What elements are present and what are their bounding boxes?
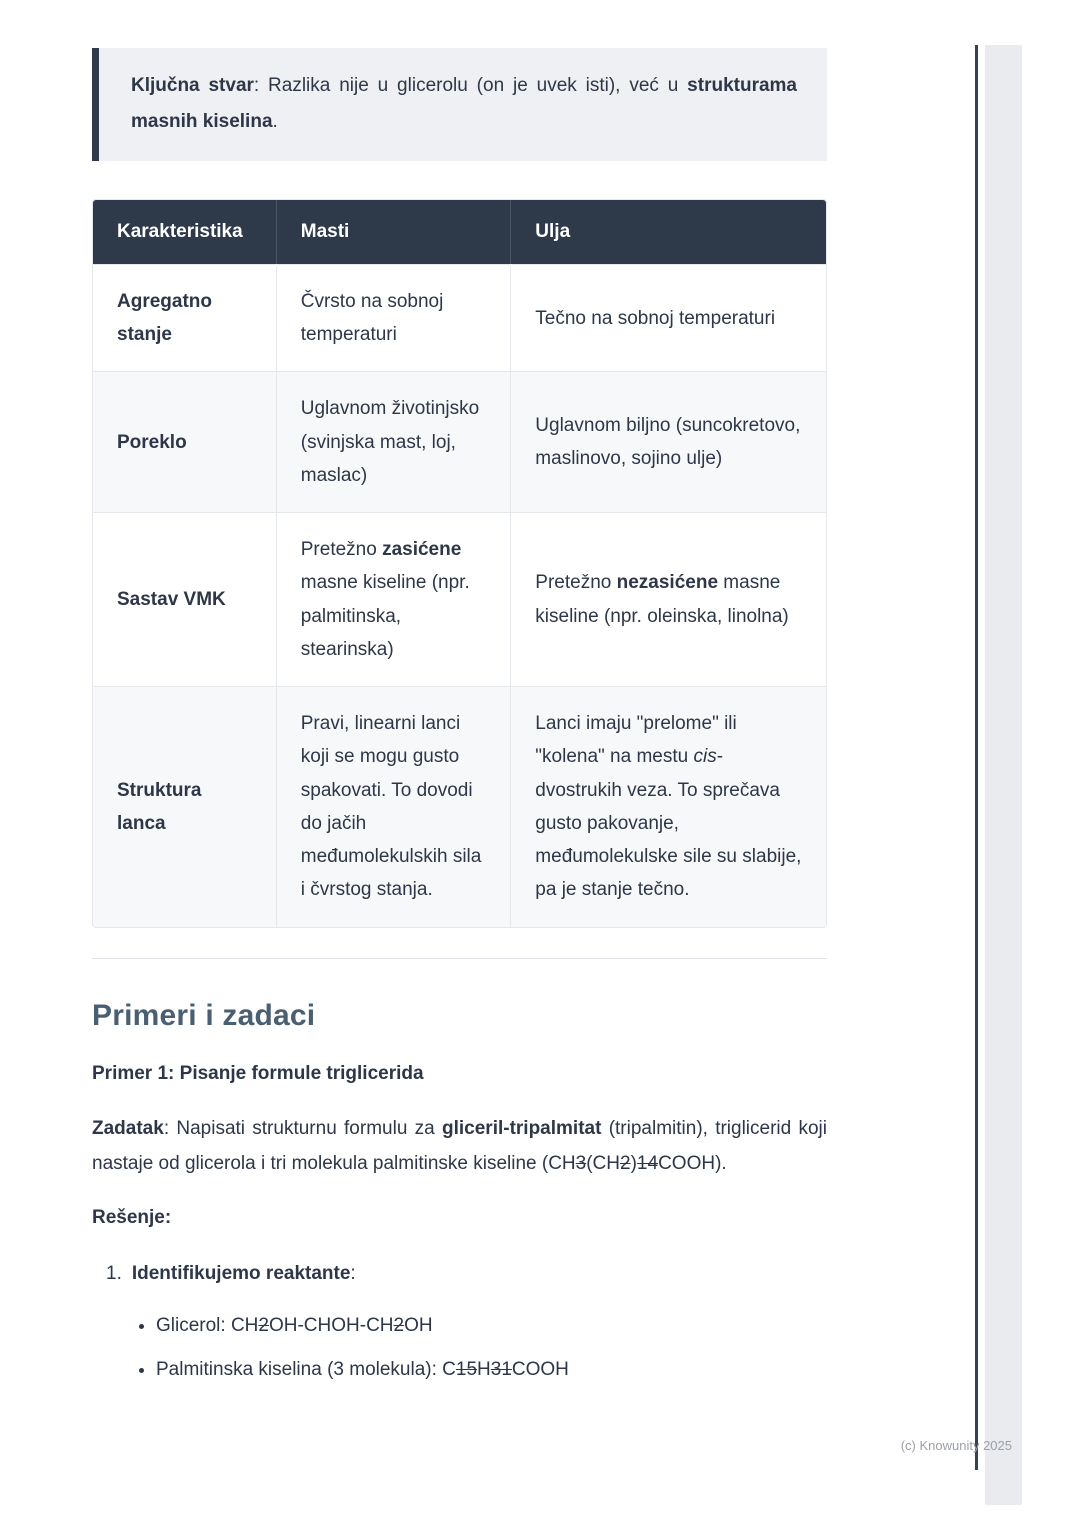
table-row-struktura-lanca: [93, 687, 826, 927]
masti-cell: Čvrsto na sobnoj temperaturi: [276, 264, 511, 372]
key-point-callout: [92, 48, 827, 161]
page-edge-line: [975, 45, 978, 1470]
row-label: Sastav VMK: [93, 513, 276, 687]
row-label: Struktura lanca: [93, 687, 276, 927]
masti-cell: Pretežno zasićene masne kiseline (npr. palmitinska, stearinska): [276, 513, 511, 687]
table-header-row: [93, 200, 826, 265]
section-heading: Primeri i zadaci: [92, 998, 316, 1032]
ulja-cell: Lanci imaju "prelome" ili "kolena" na mestu cis-dvostrukih veza. To sprečava gusto pakovanje, međumolekulske sile su slabije, pa je stanje tečno.: [511, 687, 826, 927]
steps-list: [92, 1259, 827, 1289]
copyright-notice: (c) Knowunity 2025: [900, 1438, 1012, 1453]
ulja-cell: Tečno na sobnoj temperaturi: [511, 264, 826, 372]
comparison-table-wrapper: [92, 199, 827, 928]
step-item: [106, 1259, 827, 1289]
table-header-karakteristika: Karakteristika: [93, 200, 276, 265]
document-content: [92, 48, 827, 1398]
ulja-cell: Uglavnom biljno (suncokretovo, maslinovo, sojino ulje): [511, 372, 826, 513]
section-divider: [92, 958, 827, 959]
table-row-sastav-vmk: [93, 513, 826, 687]
table-row-agregatno-stanje: [93, 264, 826, 372]
list-item-glicerol: • Glicerol: CH2OH-CHOH-CH2OH: [156, 1311, 827, 1341]
masti-cell: Pravi, linearni lanci koji se mogu gusto spakovati. To dovodi do jačih međumolekulskih sila i čvrstog stanja.: [276, 687, 511, 927]
row-label: Poreklo: [93, 372, 276, 513]
masti-ulja-comparison-table: [93, 200, 826, 927]
list-item-palmitinska: • Palmitinska kiselina (3 molekula): C15H31COOH: [156, 1355, 827, 1385]
table-header-ulja: Ulja: [511, 200, 826, 265]
ulja-cell: Pretežno nezasićene masne kiseline (npr. oleinska, linolna): [511, 513, 826, 687]
table-row-poreklo: [93, 372, 826, 513]
step-number: 1.: [106, 1262, 122, 1284]
masti-cell: Uglavnom životinjsko (svinjska mast, loj, maslac): [276, 372, 511, 513]
key-point-text: Ključna stvar: Razlika nije u glicerolu (on je uvek isti), već u strukturama masnih kiselina.: [131, 75, 797, 133]
scrollbar-track[interactable]: [985, 45, 1022, 1505]
solution-label: Rešenje:: [92, 1206, 172, 1228]
row-label: Agregatno stanje: [93, 264, 276, 372]
reactants-list: [92, 1311, 827, 1385]
step-text: Identifikujemo reaktante:: [131, 1262, 356, 1284]
table-header-masti: Masti: [276, 200, 511, 265]
task-paragraph: Zadatak: Napisati strukturnu formulu za gliceril-tripalmitat (tripalmitin), triglicerid koji nastaje od glicerola i tri molekula palmitinske kiseline (CH3(CH2)14COOH).: [92, 1117, 827, 1174]
example-title: Primer 1: Pisanje formule triglicerida: [92, 1062, 424, 1084]
